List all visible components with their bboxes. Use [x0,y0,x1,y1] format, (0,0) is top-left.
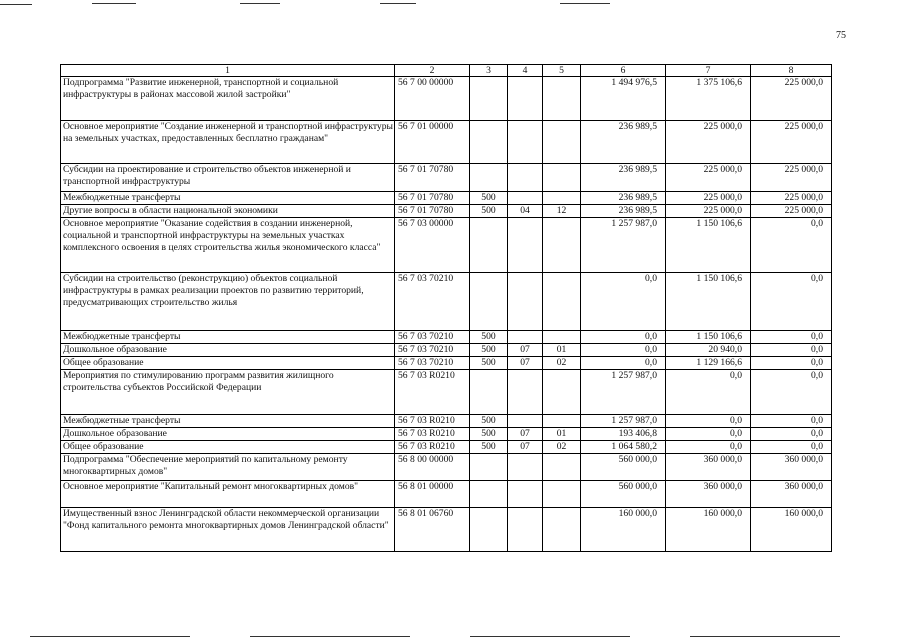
row-value-7: 0,0 [666,415,751,428]
row-value-6: 236 989,5 [581,121,666,164]
row-col5 [543,331,581,344]
row-code: 56 8 01 06760 [395,508,470,552]
column-header-4: 4 [508,65,543,77]
row-code: 56 7 01 70780 [395,205,470,218]
row-col4: 07 [508,344,543,357]
row-code: 56 7 03 70210 [395,357,470,370]
row-value-7: 0,0 [666,428,751,441]
row-col4 [508,121,543,164]
column-header-7: 7 [666,65,751,77]
row-value-7: 225 000,0 [666,164,751,192]
column-header-1: 1 [61,65,395,77]
budget-table [60,64,832,552]
row-name: Межбюджетные трансферты [61,415,395,428]
row-value-7: 1 129 166,6 [666,357,751,370]
row-col5 [543,415,581,428]
row-value-7: 1 375 106,6 [666,77,751,121]
row-col3: 500 [470,205,508,218]
row-name: Субсидии на проектирование и строительство объектов инженерной и транспортной инфраструктуры [61,164,395,192]
row-value-7: 1 150 106,6 [666,273,751,331]
row-col3 [470,508,508,552]
row-col4 [508,164,543,192]
row-value-6: 1 064 580,2 [581,441,666,454]
row-value-7: 225 000,0 [666,205,751,218]
scan-artifact-top-4 [560,3,610,4]
row-value-8: 360 000,0 [751,454,832,481]
row-col5 [543,77,581,121]
row-col4 [508,508,543,552]
row-value-6: 236 989,5 [581,192,666,205]
row-value-8: 225 000,0 [751,164,832,192]
row-value-7: 225 000,0 [666,192,751,205]
row-value-8: 225 000,0 [751,205,832,218]
row-value-8: 0,0 [751,344,832,357]
row-name: Имущественный взнос Ленинградской области некоммерческой организации "Фонд капитального ремонта многоквартирных домов Ленинградской области" [61,508,395,552]
row-name: Субсидии на строительство (реконструкцию) объектов социальной инфраструктуры в рамках реализации проектов по развитию территорий, предусматривающих строительство жилья [61,273,395,331]
row-value-8: 225 000,0 [751,192,832,205]
row-name: Подпрограмма "Развитие инженерной, транспортной и социальной инфраструктуры в районах массовой жилой застройки" [61,77,395,121]
table-row [61,508,832,552]
row-name: Мероприятия по стимулированию программ развития жилищного строительства субъектов Российской Федерации [61,370,395,415]
row-col3: 500 [470,344,508,357]
scan-artifact-top-1 [92,3,136,4]
row-col4: 07 [508,357,543,370]
row-value-8: 0,0 [751,218,832,273]
row-col3 [470,77,508,121]
row-col3 [470,273,508,331]
row-col3: 500 [470,441,508,454]
row-value-7: 1 150 106,6 [666,218,751,273]
table-row [61,357,832,370]
row-value-6: 236 989,5 [581,205,666,218]
row-col5 [543,192,581,205]
row-name: Межбюджетные трансферты [61,331,395,344]
scan-artifact-top-2 [240,3,280,4]
row-value-6: 1 494 976,5 [581,77,666,121]
column-header-6: 6 [581,65,666,77]
row-value-8: 225 000,0 [751,77,832,121]
row-value-6: 236 989,5 [581,164,666,192]
table-row [61,77,832,121]
table-row [61,121,832,164]
row-name: Основное мероприятие "Капитальный ремонт многоквартирных домов" [61,481,395,508]
row-value-8: 0,0 [751,331,832,344]
row-value-7: 160 000,0 [666,508,751,552]
row-col3 [470,370,508,415]
row-col3: 500 [470,357,508,370]
header-row [61,65,832,77]
row-value-6: 160 000,0 [581,508,666,552]
table-row [61,344,832,357]
row-value-8: 225 000,0 [751,121,832,164]
row-col4 [508,273,543,331]
row-col5: 02 [543,441,581,454]
row-code: 56 7 01 70780 [395,192,470,205]
row-value-8: 0,0 [751,428,832,441]
row-col4: 07 [508,428,543,441]
row-value-8: 0,0 [751,357,832,370]
row-col5 [543,121,581,164]
table-row [61,454,832,481]
row-col4: 04 [508,205,543,218]
row-col3: 500 [470,428,508,441]
row-col3 [470,481,508,508]
scan-artifact-bottom-3 [470,636,630,637]
row-value-6: 1 257 987,0 [581,415,666,428]
row-value-8: 360 000,0 [751,481,832,508]
row-value-6: 0,0 [581,273,666,331]
row-col5: 01 [543,428,581,441]
row-value-7: 1 150 106,6 [666,331,751,344]
row-code: 56 7 03 R0210 [395,370,470,415]
table-row [61,428,832,441]
row-value-7: 0,0 [666,441,751,454]
row-col4 [508,415,543,428]
row-value-6: 0,0 [581,357,666,370]
row-code: 56 7 03 70210 [395,344,470,357]
row-value-7: 360 000,0 [666,454,751,481]
row-col3: 500 [470,331,508,344]
row-col5 [543,481,581,508]
row-name: Подпрограмма "Обеспечение мероприятий по капитальному ремонту многоквартирных домов" [61,454,395,481]
row-col4 [508,218,543,273]
row-code: 56 7 03 70210 [395,273,470,331]
row-name: Общее образование [61,441,395,454]
scan-artifact-top-3 [380,3,416,4]
row-name: Межбюджетные трансферты [61,192,395,205]
row-code: 56 7 01 70780 [395,164,470,192]
row-col3 [470,164,508,192]
table-row [61,370,832,415]
row-col4 [508,454,543,481]
row-col5 [543,164,581,192]
row-code: 56 7 03 R0210 [395,441,470,454]
row-col3: 500 [470,415,508,428]
row-col4 [508,77,543,121]
table-row [61,415,832,428]
row-name: Общее образование [61,357,395,370]
row-value-7: 20 940,0 [666,344,751,357]
row-code: 56 8 00 00000 [395,454,470,481]
row-value-7: 0,0 [666,370,751,415]
row-value-8: 0,0 [751,273,832,331]
column-header-8: 8 [751,65,832,77]
column-header-5: 5 [543,65,581,77]
row-value-6: 560 000,0 [581,481,666,508]
table-body [61,77,832,552]
row-code: 56 7 03 R0210 [395,428,470,441]
row-col5: 02 [543,357,581,370]
row-col3: 500 [470,192,508,205]
row-value-7: 225 000,0 [666,121,751,164]
row-name: Дошкольное образование [61,344,395,357]
row-name: Другие вопросы в области национальной экономики [61,205,395,218]
row-value-6: 0,0 [581,331,666,344]
row-col5 [543,370,581,415]
row-code: 56 7 01 00000 [395,121,470,164]
row-value-6: 1 257 987,0 [581,370,666,415]
row-col4 [508,331,543,344]
column-header-3: 3 [470,65,508,77]
row-col4 [508,370,543,415]
column-header-2: 2 [395,65,470,77]
row-col5: 12 [543,205,581,218]
row-col4 [508,192,543,205]
row-value-6: 193 406,8 [581,428,666,441]
row-name: Основное мероприятие "Создание инженерной и транспортной инфраструктуры на земельных участках, предоставленных бесплатно гражданам" [61,121,395,164]
table-row [61,192,832,205]
row-name: Основное мероприятие "Оказание содействия в создании инженерной, социальной и транспортной инфраструктуры на земельных участках комплексного освоения в целях строительства жилья экономического класса" [61,218,395,273]
row-value-8: 0,0 [751,415,832,428]
row-col5 [543,454,581,481]
page-number: 75 [836,30,846,41]
row-col5 [543,273,581,331]
row-value-7: 360 000,0 [666,481,751,508]
row-col5 [543,218,581,273]
row-col4 [508,481,543,508]
scan-artifact-bottom-4 [690,636,840,637]
table-row [61,205,832,218]
row-value-8: 0,0 [751,441,832,454]
row-code: 56 7 03 00000 [395,218,470,273]
row-value-6: 1 257 987,0 [581,218,666,273]
row-col4: 07 [508,441,543,454]
row-code: 56 7 03 R0210 [395,415,470,428]
scan-artifact-top-left [0,4,32,5]
row-col5 [543,508,581,552]
row-value-8: 160 000,0 [751,508,832,552]
table-row [61,481,832,508]
table-row [61,273,832,331]
table-row [61,218,832,273]
row-name: Дошкольное образование [61,428,395,441]
scan-artifact-bottom-1 [30,636,190,637]
row-col3 [470,121,508,164]
row-col5: 01 [543,344,581,357]
table-row [61,441,832,454]
row-col3 [470,454,508,481]
row-code: 56 7 00 00000 [395,77,470,121]
scan-artifact-bottom-2 [250,636,410,637]
row-code: 56 7 03 70210 [395,331,470,344]
row-value-6: 0,0 [581,344,666,357]
row-code: 56 8 01 00000 [395,481,470,508]
table-row [61,331,832,344]
row-value-8: 0,0 [751,370,832,415]
row-value-6: 560 000,0 [581,454,666,481]
table-row [61,164,832,192]
row-col3 [470,218,508,273]
